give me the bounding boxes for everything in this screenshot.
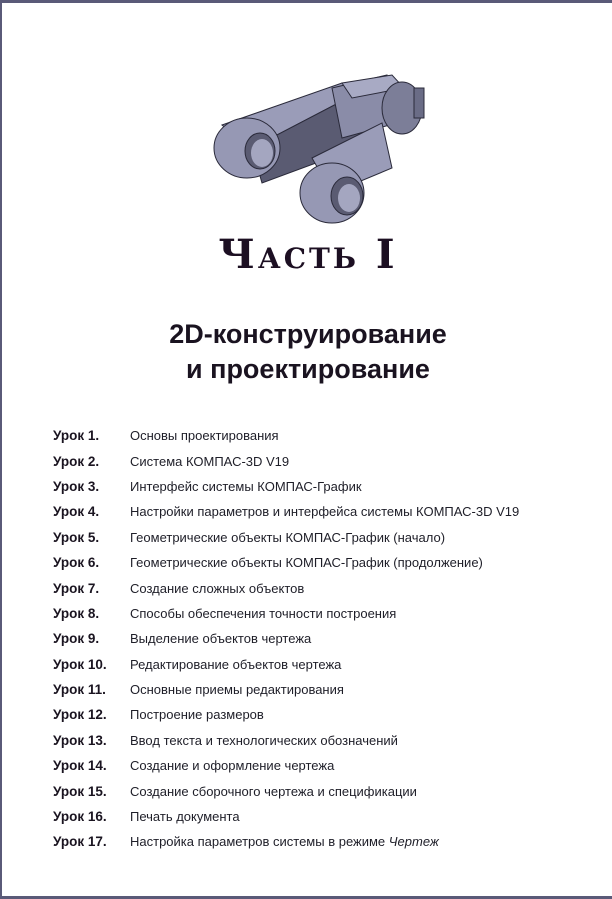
- lesson-title: Геометрические объекты КОМПАС-График (начало): [130, 529, 446, 545]
- lesson-title: Геометрические объекты КОМПАС-График (продолжение): [130, 555, 483, 571]
- lesson-item: [53, 626, 612, 651]
- part-title: [2, 231, 612, 278]
- lesson-number: Урок 14.: [53, 758, 107, 774]
- subtitle-line-2: и проектирование: [186, 354, 430, 384]
- lesson-item: [53, 525, 612, 550]
- subtitle-line-1: 2D-конструирование: [169, 319, 447, 349]
- lesson-title: Настройки параметров и интерфейса системы КОМПАС-3D V19: [130, 504, 520, 520]
- lesson-number: Урок 6.: [53, 555, 100, 571]
- lesson-title: Система КОМПАС-3D V19: [130, 453, 290, 469]
- lesson-title: Интерфейс системы КОМПАС-График: [130, 478, 362, 494]
- lesson-item: [53, 728, 612, 753]
- lesson-title: Ввод текста и технологических обозначений: [130, 732, 398, 748]
- lesson-list: [53, 423, 612, 855]
- lesson-number: Урок 17.: [53, 834, 107, 850]
- lesson-number: Урок 3.: [53, 478, 100, 494]
- section-subtitle: [2, 317, 612, 387]
- lesson-item: [53, 753, 612, 778]
- lesson-title: Построение размеров: [130, 707, 264, 723]
- lesson-number: Урок 11.: [53, 682, 106, 698]
- lesson-number: Урок 2.: [53, 453, 100, 469]
- lesson-item: [53, 448, 612, 473]
- lesson-number: Урок 9.: [53, 631, 100, 647]
- lesson-item: [53, 601, 612, 626]
- lesson-item: [53, 829, 612, 854]
- lesson-title-text: Настройка параметров системы в режиме: [130, 834, 389, 850]
- lesson-item: [53, 423, 612, 448]
- lesson-number: Урок 15.: [53, 783, 107, 799]
- lesson-number: Урок 8.: [53, 605, 100, 621]
- lesson-number: Урок 7.: [53, 580, 100, 596]
- lesson-number: Урок 13.: [53, 732, 107, 748]
- cad-part-illustration-icon: [192, 53, 432, 228]
- lesson-number: Урок 10.: [53, 656, 107, 672]
- lesson-number: Урок 4.: [53, 504, 100, 520]
- part-word: Часть: [218, 231, 359, 278]
- lesson-title: Создание сборочного чертежа и спецификации: [130, 783, 417, 799]
- lesson-item: [53, 702, 612, 727]
- lesson-title: [130, 834, 439, 849]
- lesson-item: [53, 499, 612, 524]
- lesson-number: Урок 12.: [53, 707, 107, 723]
- lesson-number: Урок 16.: [53, 809, 107, 825]
- lesson-title-italic: Чертеж: [388, 834, 439, 850]
- lesson-item: [53, 575, 612, 600]
- lesson-item: [53, 804, 612, 829]
- lesson-item: [53, 550, 612, 575]
- lesson-title: Основы проектирования: [130, 428, 279, 444]
- lesson-item: [53, 778, 612, 803]
- lesson-item: [53, 474, 612, 499]
- lesson-title: Выделение объектов чертежа: [130, 631, 312, 647]
- lesson-number: Урок 1.: [53, 428, 100, 444]
- part-numeral: I: [375, 231, 398, 278]
- lesson-title: Основные приемы редактирования: [130, 682, 344, 698]
- lesson-title: Редактирование объектов чертежа: [130, 656, 342, 672]
- lesson-item: [53, 677, 612, 702]
- lesson-title: Создание и оформление чертежа: [130, 758, 335, 774]
- lesson-title: Создание сложных объектов: [130, 580, 305, 596]
- lesson-number: Урок 5.: [53, 529, 100, 545]
- lesson-item: [53, 652, 612, 677]
- lesson-title: Способы обеспечения точности построения: [130, 605, 397, 621]
- lesson-title: Печать документа: [130, 809, 240, 825]
